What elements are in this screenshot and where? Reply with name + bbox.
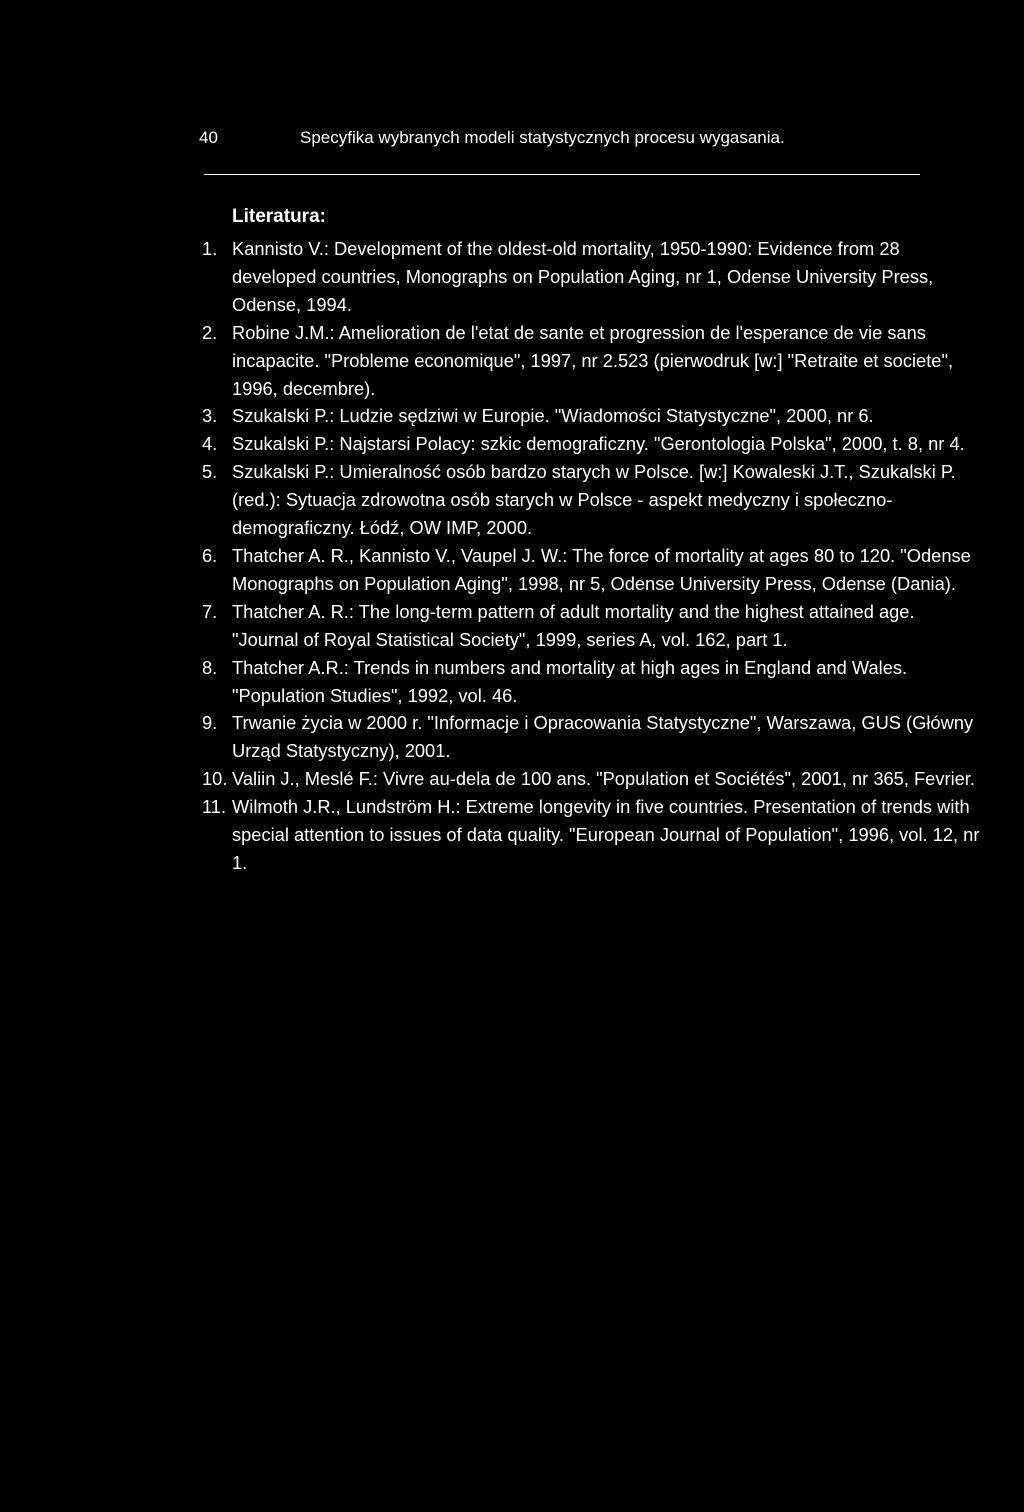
reference-text: Thatcher A.R.: Trends in numbers and mortality at high ages in England and Wales. "Population Studies", 1992, vol. 46. [232, 656, 908, 706]
reference-item [202, 793, 980, 877]
running-title: Specyfika wybranych modeli statystycznych procesu wygasania. [300, 128, 785, 147]
reference-item [202, 458, 980, 542]
reference-number: 2. [202, 321, 218, 343]
reference-number: 8. [202, 656, 218, 678]
reference-number: 6. [202, 544, 218, 566]
reference-number: 7. [202, 600, 218, 622]
reference-item [202, 542, 980, 598]
literature-heading: Literatura: [232, 206, 326, 227]
reference-number: 10. [202, 768, 228, 790]
reference-text: Szukalski P.: Ludzie sędziwi w Europie. "Wiadomości Statystyczne", 2000, nr 6. [232, 405, 874, 427]
reference-text: Robine J.M.: Amelioration de l'etat de sante et progression de l'esperance de vie sans incapacite. "Probleme economique", 1997, nr 2.523 (pierwodruk [w:] "Retraite et societe", 1996, decembre). [232, 321, 954, 399]
reference-text: Szukalski P.: Najstarsi Polacy: szkic demograficzny. "Gerontologia Polska", 2000, t. 8, nr 4. [232, 433, 965, 455]
reference-text: Thatcher A. R., Kannisto V., Vaupel J. W.: The force of mortality at ages 80 to 120. "Odense Monographs on Population Aging", 1998, nr 5, Odense University Press, Odense (Dania). [232, 544, 971, 594]
reference-item [202, 765, 980, 793]
reference-item [202, 235, 980, 319]
running-header [199, 127, 959, 149]
reference-number: 4. [202, 433, 218, 455]
reference-item [202, 709, 980, 765]
reference-text: Trwanie życia w 2000 r. "Informacje i Opracowania Statystyczne", Warszawa, GUS (Główny Urząd Statystyczny), 2001. [232, 712, 974, 762]
reference-text: Kannisto V.: Development of the oldest-old mortality, 1950-1990: Evidence from 28 developed countries, Monographs on Population Aging, nr 1, Odense University Press, Odense, 1994. [232, 238, 934, 315]
reference-text: Valiin J., Meslé F.: Vivre au-dela de 100 ans. "Population et Sociétés", 2001, nr 365, Fevrier. [232, 768, 975, 790]
reference-item [202, 654, 980, 710]
header-rule [204, 174, 920, 175]
reference-item [202, 430, 980, 458]
reference-item [202, 402, 980, 430]
reference-item [202, 319, 980, 403]
reference-number: 11. [202, 796, 227, 818]
reference-list [202, 235, 980, 877]
reference-item [202, 598, 980, 654]
reference-number: 5. [202, 461, 218, 483]
page-number: 40 [199, 128, 218, 147]
reference-text: Thatcher A. R.: The long-term pattern of adult mortality and the highest attained age. "Journal of Royal Statistical Society", 1999, series A, vol. 162, part 1. [232, 600, 915, 650]
reference-text: Szukalski P.: Umieralność osób bardzo starych w Polsce. [w:] Kowaleski J.T., Szukalski P. (red.): Sytuacja zdrowotna osób starych w Polsce - aspekt medyczny i społeczno-demograficzny. Łódź, OW IMP, 2000. [232, 461, 956, 539]
reference-number: 1. [202, 238, 218, 259]
reference-text: Wilmoth J.R., Lundström H.: Extreme longevity in five countries. Presentation of trends with special attention to issues of data quality. "European Journal of Population", 1996, vol. 12, nr 1. [232, 796, 980, 873]
reference-number: 9. [202, 712, 218, 734]
reference-number: 3. [202, 405, 218, 427]
